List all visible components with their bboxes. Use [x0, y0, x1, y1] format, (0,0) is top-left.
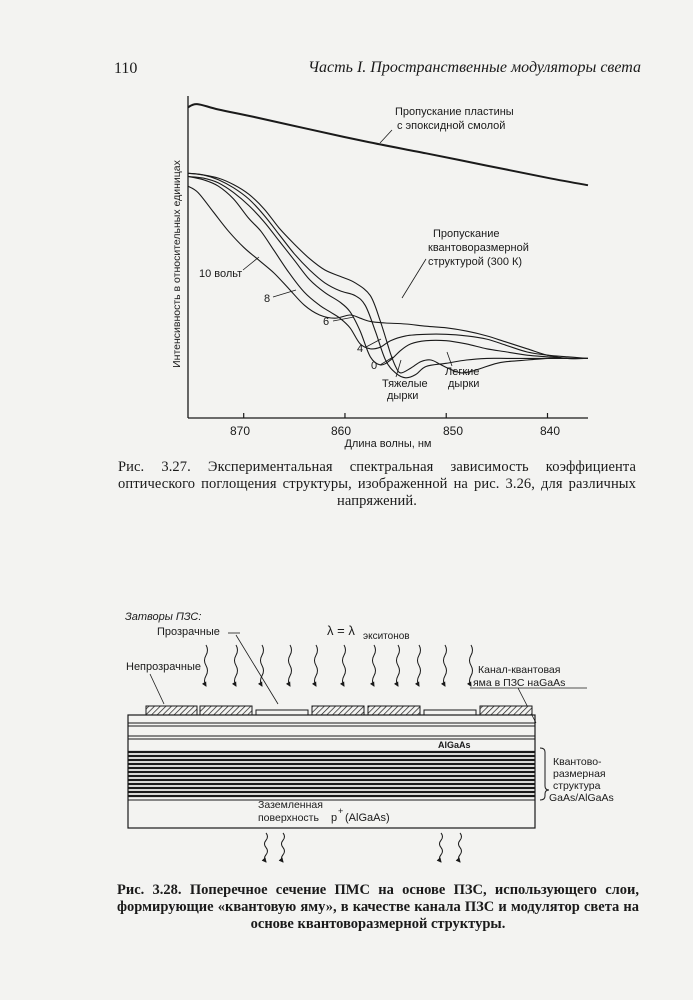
opaque-gate	[146, 706, 197, 715]
substrate-superscript: +	[338, 806, 344, 816]
label-10-volt: 10 вольт	[199, 268, 243, 280]
series-line	[188, 186, 588, 358]
light-arrow	[444, 645, 447, 686]
incident-light-arrows	[205, 645, 473, 686]
figure-3-27-caption: Рис. 3.27. Экспериментальная спектральная зависимость коэффициента оптического поглощения структуры, изображенной на рис. 3.26, для различных напряжений.	[118, 459, 636, 509]
opaque-gate	[312, 706, 364, 715]
series-line	[188, 177, 588, 365]
light-arrow	[459, 833, 462, 862]
label-epoxy-line1: Пропускание пластины	[395, 106, 514, 118]
substrate-material: (AlGaAs)	[345, 812, 390, 824]
leader-line	[380, 130, 392, 143]
label-qw-line3: структурой (300 К)	[428, 256, 523, 268]
label-0-volt: 0	[371, 360, 378, 372]
ccd-gates	[146, 706, 532, 715]
label-epoxy-line2: с эпоксидной смолой	[397, 120, 506, 132]
quantum-well-layers	[128, 723, 535, 800]
series-line	[188, 104, 588, 185]
light-arrow	[373, 645, 376, 686]
lambda-symbol: λ = λ	[327, 623, 355, 638]
light-arrow	[418, 645, 421, 686]
label-qw-line1: Пропускание	[433, 228, 500, 240]
light-arrow	[343, 645, 346, 686]
lambda-subscript: экситонов	[363, 631, 410, 642]
label-heavy-holes-line2: дырки	[387, 390, 419, 402]
page-number: 110	[114, 60, 138, 77]
leader-line	[236, 635, 278, 704]
structure-brace	[540, 748, 549, 800]
label-qw-structure-line1: Квантово-	[553, 756, 602, 768]
x-tick-label: 870	[229, 424, 251, 438]
light-arrow	[205, 645, 208, 686]
series-line	[188, 177, 588, 359]
label-light-holes-line2: дырки	[448, 378, 480, 390]
light-arrow	[289, 645, 292, 686]
figure-3-28-caption: Рис. 3.28. Поперечное сечение ПМС на основе ПЗС, использующего слои, формирующие «квантовую яму», в качестве канала ПЗС и модулятор света на основе квантоворазмерной структуры.	[117, 882, 639, 932]
label-opaque-gates: Непрозрачные	[126, 661, 201, 673]
label-ground-line1: Заземленная	[258, 799, 323, 811]
x-axis-label: Длина волны, нм	[344, 438, 432, 450]
leader-line	[447, 352, 452, 366]
label-channel-line2: яма в ПЗС наGaAs	[473, 677, 566, 689]
substrate-type: p	[331, 812, 338, 824]
leader-line	[243, 257, 259, 270]
label-6-volt: 6	[323, 316, 330, 328]
x-tick-label: 860	[330, 424, 352, 438]
opaque-gate	[480, 706, 532, 715]
label-4-volt: 4	[357, 343, 364, 355]
label-qw-structure-line3: структура	[553, 780, 601, 792]
x-tick-label: 840	[539, 424, 561, 438]
x-tick-marks	[244, 413, 548, 418]
label-8-volt: 8	[264, 293, 271, 305]
transparent-gate	[424, 710, 476, 715]
running-title: Часть I. Пространственные модуляторы света	[308, 59, 641, 76]
lambda-label	[327, 623, 410, 642]
y-axis-label: Интенсивность в относительных единицах	[171, 160, 183, 368]
label-light-holes-line1: Легкие	[445, 366, 480, 378]
label-transparent-gates: Прозрачные	[157, 626, 220, 638]
label-substrate	[331, 806, 390, 824]
label-qw-structure-line4: GaAs/AlGaAs	[549, 792, 614, 804]
label-algaas: AlGaAs	[438, 740, 471, 750]
label-heavy-holes-line1: Тяжелые	[382, 378, 428, 390]
light-arrow	[315, 645, 318, 686]
leader-line	[150, 674, 164, 704]
label-ccd-gates: Затворы ПЗС:	[125, 611, 202, 623]
x-tick-label: 850	[442, 424, 464, 438]
opaque-gate	[200, 706, 252, 715]
light-arrow	[265, 833, 268, 862]
label-qw-line2: квантоворазмерной	[428, 242, 529, 254]
leader-line	[402, 259, 426, 298]
light-arrow	[235, 645, 238, 686]
output-light-arrows	[265, 833, 462, 862]
light-arrow	[282, 833, 285, 862]
light-arrow	[440, 833, 443, 862]
label-channel-line1: Канал-квантовая	[478, 664, 561, 676]
figure-3-28	[0, 600, 693, 880]
transparent-gate	[256, 710, 308, 715]
label-ground-line2: поверхность	[258, 812, 319, 824]
series-line	[188, 173, 588, 373]
opaque-gate	[368, 706, 420, 715]
label-qw-structure-line2: размерная	[553, 768, 606, 780]
chart-series	[188, 104, 588, 378]
light-arrow	[397, 645, 400, 686]
chart-axes	[188, 96, 588, 418]
leader-line	[380, 357, 393, 365]
